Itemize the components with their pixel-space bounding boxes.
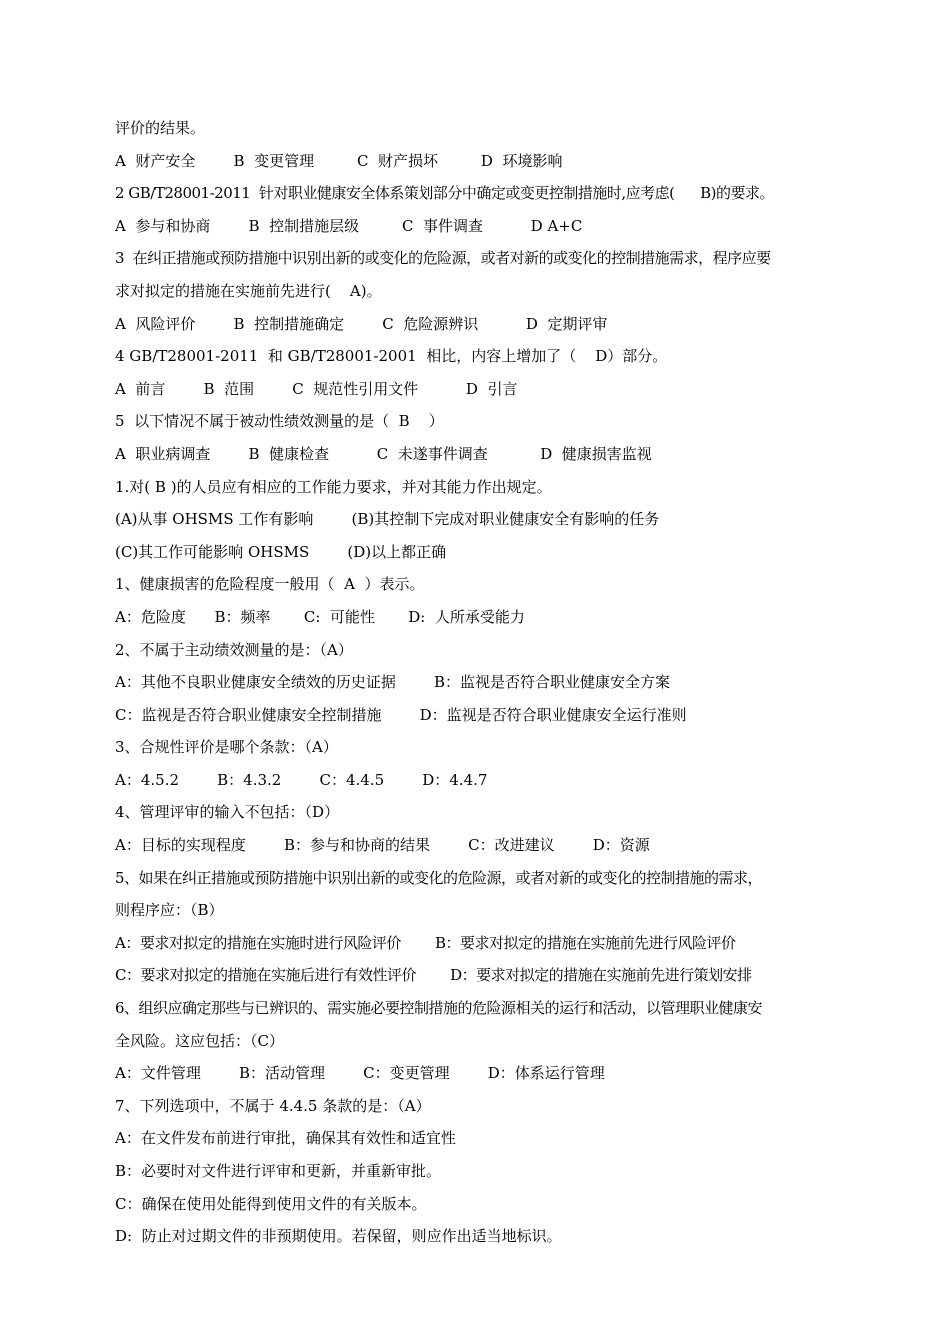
question-text: 全风险。这应包括：（C） [115,1031,284,1050]
question-text: 1、健康损害的危险程度一般用（ A ）表示。 [115,575,425,594]
answer-options: A：其他不良职业健康安全绩效的历史证据 B：监视是否符合职业健康安全方案 [115,673,671,692]
question-text: 5、如果在纠正措施或预防措施中识别出新的或变化的危险源，或者对新的或变化的控制措施的需求， [115,868,763,887]
question-text: 求对拟定的措施在实施前先进行( A)。 [115,281,382,300]
answer-options: A：4.5.2 B：4.3.2 C：4.4.5 D：4.4.7 [115,770,488,789]
answer-option: C：确保在使用处能得到使用文件的有关版本。 [115,1194,427,1213]
answer-options: (A)从事 OHSMS 工作有影响 (B)其控制下完成对职业健康安全有影响的任务 [115,510,660,529]
question-text: 5 以下情况不属于被动性绩效测量的是（ B ） [115,412,444,431]
question-text: 6、组织应确定那些与已辨识的、需实施必要控制措施的危险源相关的运行和活动，以管理职业健康安 [115,999,763,1018]
answer-options: A 前言 B 范围 C 规范性引用文件 D 引言 [115,379,518,398]
answer-options: A 风险评价 B 控制措施确定 C 危险源辨识 D 定期评审 [115,314,608,333]
answer-options: C：监视是否符合职业健康安全控制措施 D：监视是否符合职业健康安全运行准则 [115,705,687,724]
answer-option: A：在文件发布前进行审批，确保其有效性和适宜性 [115,1129,456,1148]
answer-options: (C)其工作可能影响 OHSMS (D)以上都正确 [115,542,447,561]
answer-options: A 参与和协商 B 控制措施层级 C 事件调查 D A+C [115,216,583,235]
answer-options: A 职业病调查 B 健康检查 C 未遂事件调查 D 健康损害监视 [115,444,652,463]
question-text: 2、不属于主动绩效测量的是：（A） [115,640,353,659]
answer-option: B：必要时对文件进行评审和更新，并重新审批。 [115,1162,442,1180]
question-text: 3、合规性评价是哪个条款：（A） [115,738,338,757]
answer-option: D: 防止对过期文件的非预期使用。若保留，则应作出适当地标识。 [115,1227,562,1246]
answer-options: C：要求对拟定的措施在实施后进行有效性评价 D：要求对拟定的措施在实施前先进行策划安排 [115,966,752,985]
question-text: 1.对( B )的人员应有相应的工作能力要求，并对其能力作出规定。 [115,477,552,496]
answer-options: A：危险度 B：频率 C: 可能性 D: 人所承受能力 [115,607,525,626]
answer-options: A：要求对拟定的措施在实施时进行风险评价 B：要求对拟定的措施在实施前先进行风险评价 [115,933,736,952]
question-text: 4、管理评审的输入不包括：（D） [115,803,340,822]
question-text: 4 GB/T28001-2011 和 GB/T28001-2001 相比，内容上增加了（ D）部分。 [115,347,668,366]
question-text: 则程序应：（B） [115,901,224,920]
question-text: 2 GB/T28001-2011 针对职业健康安全体系策划部分中确定或变更控制措施时,应考虑( B)的要求。 [115,184,774,203]
text-line: 评价的结果。 [115,119,206,137]
answer-options: A 财产安全 B 变更管理 C 财产损坏 D 环境影响 [115,151,563,170]
question-text: 3 在纠正措施或预防措施中识别出新的或变化的危险源，或者对新的或变化的控制措施需求，程序应要 [115,249,771,268]
answer-options: A：目标的实现程度 B：参与和协商的结果 C：改进建议 D：资源 [115,836,650,855]
question-text: 7、下列选项中，不属于 4.4.5 条款的是：（A） [115,1096,431,1115]
answer-options: A：文件管理 B：活动管理 C：变更管理 D：体系运行管理 [115,1064,605,1083]
